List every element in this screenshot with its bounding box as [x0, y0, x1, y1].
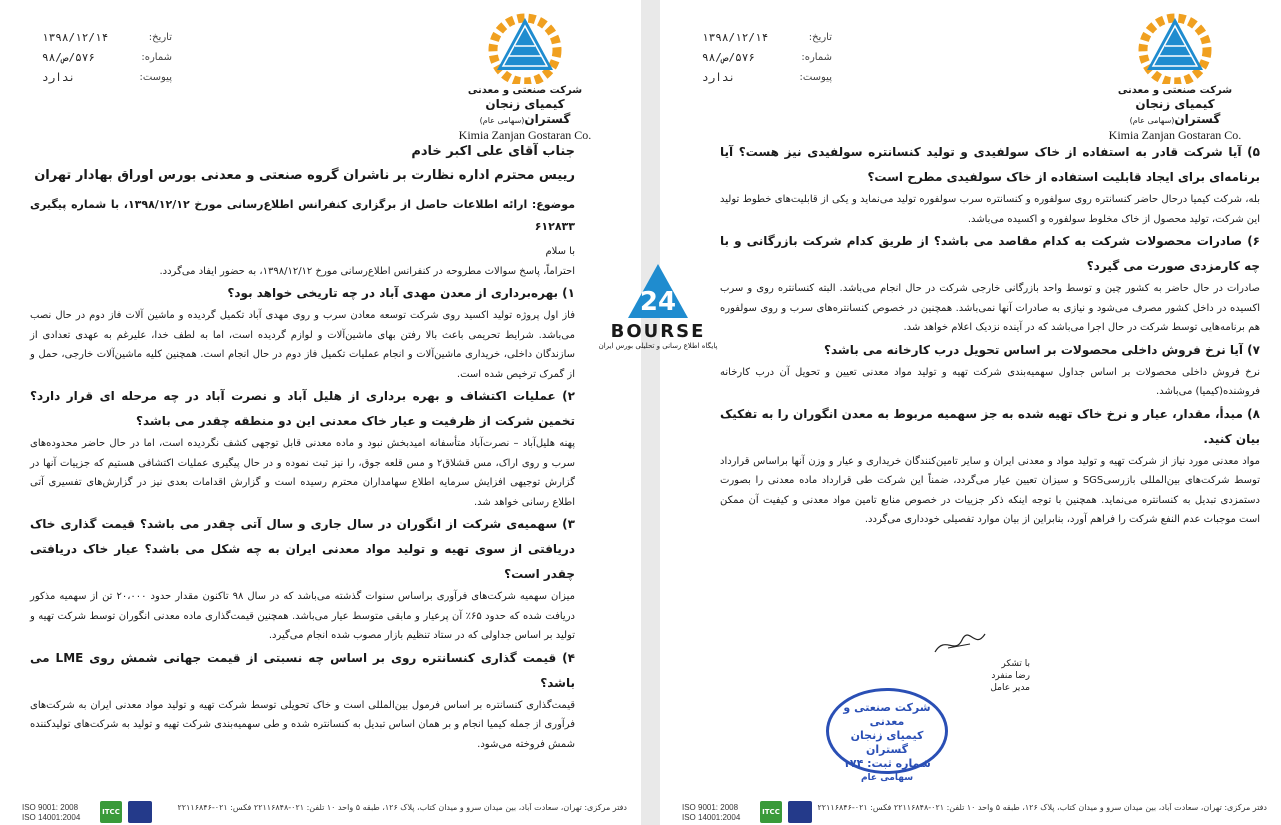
footer-address: دفتر مرکزی: تهران، سعادت آباد، بین میدان سرو و میدان کتاب، پلاک ۱۲۶، طبقه ۵ واحد ۱۰ تلفن: ۰۲۱-۲۲۱۱۶۸۴۸ فکس: ۰۲۱-۲۲۱۱۶۸۴۶ — [817, 803, 1267, 812]
company-name-fa-1: شرکت صنعتی و معدنی — [1117, 85, 1233, 96]
stamp-line-4: سهامی عام — [860, 773, 914, 783]
stamp-line-3: شماره ثبت: ۱۷۴ — [843, 757, 931, 770]
company-name-fa-2: کیمیای زنجان گستران(سهامی عام) — [1129, 97, 1221, 126]
company-name-en: Kimia Zanjan Gostaran Co. — [458, 128, 592, 142]
answer-3: میزان سهمیه شرکت‌های فرآوری براساس سنوات گذشته می‌باشد که در سال ۹۸ تاکنون مقدار حدود ۲۰،۰۰۰ تن از سهمیه مذکور دریافت شده که حدود ۶۵٪ آن پرعیار و مابقی متوسط عیار می‌باشد. همچنین قیمت‌گذاری ماده معدنی انگوران توسط شرکت تهیه و تولید بر اساس جداولی که در ستاد تنظیم بازار مصوب شده انجام می‌گیرد. — [30, 591, 576, 641]
recipient-title: رییس محترم اداره نظارت بر ناشران گروه صنعتی و معدنی بورس اوراق بهادار تهران — [34, 168, 575, 183]
handwritten-signature-icon — [930, 630, 990, 658]
answer-4: قیمت‌گذاری کنسانتره بر اساس فرمول بین‌المللی است و خاک تحویلی توسط شرکت تهیه و تولید مواد معدنی ایران به شرکت‌های فرآوری از جمله کیمیا انجام و بر همان اساس تبدیل به کنسانتره شده و طی سهمیه‌بندی شرکت تهیه و تولید به شرکت‌های تولیدکننده شمش فروخته می‌شود. — [30, 699, 575, 750]
watermark-text: BOURSE — [610, 321, 706, 342]
company-name-fa-1: شرکت صنعتی و معدنی — [467, 85, 583, 96]
page-gutter — [641, 0, 660, 825]
date-label: تاریخ: — [148, 32, 172, 43]
attachment-value: ندارد — [702, 71, 736, 84]
signature-block — [880, 630, 1030, 694]
intro-paragraph: احتراماً، پاسخ سوالات مطروحه در کنفرانس اطلاع‌رسانی مورخ ۱۳۹۸/۱۲/۱۲، به حضور ایفاد می‌گردد. — [159, 265, 575, 277]
iso-9001: ISO 9001: 2008 — [682, 803, 739, 812]
attachment-label: پیوست: — [799, 72, 832, 83]
iso-14001: ISO 14001:2004 — [682, 813, 741, 822]
company-name-fa-2: کیمیای زنجان گستران(سهامی عام) — [479, 97, 571, 126]
attachment-value: ندارد — [42, 71, 76, 84]
bourse-triangle-logo-icon — [626, 262, 690, 322]
letter-subject: موضوع: ارائه اطلاعات حاصل از برگزاری کنفرانس اطلاع‌رسانی مورخ ۱۳۹۸/۱۲/۱۲، با شماره پیگیری ۶۱۲۸۳۳ — [30, 198, 576, 233]
greeting: با سلام — [545, 246, 575, 257]
letter-footer-1 — [0, 799, 641, 825]
svg-text:24: 24 — [639, 287, 677, 317]
letter-meta — [42, 28, 172, 88]
answer-1: فاز اول پروژه تولید اکسید روی شرکت توسعه معادن سرب و روی مهدی آباد تکمیل گردیده و ماشین آلات فاز دوم در حال نصب می‌باشد. شرایط تحریمی باعث بالا رفتن بهای ماشین‌آلات و لوازم گردیده است، اما به لطف خدا، علیرغم به عهدی تعدادی از سازندگان داخلی، خریداری ماشین‌آلات و انجام عملیات تکمیل فاز دوم در حال انجام است. همچنین کلیه ماشین‌آلات خارجی، حمل و از گمرک ترخیص شده است. — [30, 310, 575, 380]
answer-7: نرخ فروش داخلی محصولات بر اساس جداول سهمیه‌بندی شرکت تهیه و تولید مواد معدنی تعیین و تحویل آن درب کارخانه فروشنده(کیمیا) می‌باشد. — [720, 366, 1260, 397]
attachment-label: پیوست: — [139, 72, 172, 83]
question-3: ۳) سهمیه‌ی شرکت از انگوران در سال جاری و سال آتی چقدر می باشد؟ قیمت گذاری خاک دریافتی از سوی تهیه و تولید مواد معدنی ایران به چه شکل می باشد؟ عیار خاک دریافتی چقدر است؟ — [30, 517, 575, 581]
question-5: ۵) آیا شرکت قادر به استفاده از خاک سولفیدی و تولید کنسانتره سولفیدی نیز هست؟ آیا برنامه‌ای برای ایجاد قابلیت استفاده از خاک سولفیدی مطرح است؟ — [720, 145, 1260, 184]
question-2: ۲) عملیات اکتشاف و بهره برداری از هلیل آباد و نصرت آباد در چه مرحله ای قرار دارد؟ تخمین شرکت از ظرفیت و عیار خاک معدنی این دو منطقه چقدر می باشد؟ — [30, 389, 575, 428]
iso-9001: ISO 9001: 2008 — [22, 803, 79, 812]
certification-logo-icon — [128, 801, 152, 823]
company-logo — [1100, 12, 1250, 142]
watermark-subtitle: پایگاه اطلاع رسانی و تحلیلی بورس ایران — [598, 342, 718, 350]
itcc-logo-icon: ITCC — [100, 801, 122, 823]
number-label: شماره: — [141, 52, 172, 63]
stamp-line-1: شرکت صنعتی و معدنی — [843, 701, 931, 728]
date-label: تاریخ: — [808, 32, 832, 43]
footer-address: دفتر مرکزی: تهران، سعادت آباد، بین میدان سرو و میدان کتاب، پلاک ۱۲۶، طبقه ۵ واحد ۱۰ تلفن: ۰۲۱-۲۲۱۱۶۸۴۸ فکس: ۰۲۱-۲۲۱۱۶۸۴۶ — [177, 803, 627, 812]
letter-body-1 — [30, 140, 575, 754]
stamp-line-2: کیمیای زنجان گستران — [850, 729, 924, 756]
company-stamp — [826, 688, 948, 783]
date-value: ۱۳۹۸/۱۲/۱۴ — [42, 31, 109, 44]
question-8: ۸) مبدأ، مقدار، عیار و نرخ خاک تهیه شده به جز سهمیه مربوط به معدن انگوران را به تفکیک بیان کنید. — [720, 406, 1260, 446]
signoff: با تشکر — [1001, 659, 1030, 669]
gear-triangle-logo-icon — [1135, 12, 1215, 84]
signer-title: مدیر عامل — [990, 683, 1030, 693]
letter-meta — [702, 28, 832, 88]
company-name-en: Kimia Zanjan Gostaran Co. — [1108, 128, 1242, 142]
iso-14001: ISO 14001:2004 — [22, 813, 81, 822]
answer-2: پهنه هلیل‌آباد – نصرت‌آباد متأسفانه امیدبخش نبود و ماده معدنی قابل توجهی کشف نگردیده است، اما در حال حاضر محدوده‌های سرب و روی اراک، مس قشلاق۲ و مس قلعه جوق، را نیز ثبت نموده و در حال پیگیری عملیات اکتشافی هستیم که جزییات آنها در گزارش توجیهی افزایش سرمایه اطلاع سهامداران محترم رسیده است و گزارش اقدامات بعدی نیز در گزارش‌های تفسیری آتی اطلاع رسانی خواهد شد. — [30, 438, 575, 508]
date-value: ۱۳۹۸/۱۲/۱۴ — [702, 31, 769, 44]
number-value: ۵۷۶/ص/۹۸ — [702, 51, 755, 64]
answer-5: بله، شرکت کیمیا درحال حاضر کنسانتره روی سولفوره و کنسانتره سرب سولفوره تولید می‌نماید و یکی از قابلیت‌های خطوط تولید این شرکت، تولید محصول از خاک مخلوط سولفوره و اکسیده می‌باشد. — [720, 194, 1260, 225]
question-7: ۷) آیا نرخ فروش داخلی محصولات بر اساس تحویل درب کارخانه می باشد؟ — [824, 342, 1260, 357]
itcc-logo-icon: ITCC — [760, 801, 782, 823]
gear-triangle-logo-icon — [485, 12, 565, 84]
signer-name: رضا منفرد — [991, 671, 1030, 681]
letter-body-2 — [720, 140, 1260, 530]
question-4: ۴) قیمت گذاری کنسانتره روی بر اساس چه نسبتی از قیمت جهانی شمش روی LME می باشد؟ — [30, 650, 575, 690]
question-6: ۶) صادرات محصولات شرکت به کدام مقاصد می باشد؟ از طریق کدام شرکت بازرگانی و با چه کارمزدی صورت می گیرد؟ — [720, 234, 1260, 273]
company-logo — [450, 12, 600, 142]
answer-6: صادرات در حال حاضر به کشور چین و توسط واحد بازرگانی خارجی شرکت در حال انجام می‌باشد. البته کنسانتره روی و سرب اکسیده در داخل کشور مصرف می‌شود و نیازی به صادرات آنها نمی‌باشد. همچنین در خصوص کنسانتره‌های سرب و روی سولفوره هم برنامه‌هایی توسط شرکت در حال اجرا می‌باشد که در آینده نزدیک اعلام خواهد شد. — [720, 283, 1260, 333]
letter-page-2 — [660, 0, 1281, 825]
bourse-watermark — [598, 262, 718, 351]
question-1: ۱) بهره‌برداری از معدن مهدی آباد در چه تاریخی خواهد بود؟ — [227, 286, 575, 300]
answer-8: مواد معدنی مورد نیاز از شرکت تهیه و تولید مواد و معدنی ایران و سایر تامین‌کنندگان خریداری و عیار و وزن آنها براساس قرارداد توسط شرکت‌های بین‌المللی بازرسیSGS و سیزان تعیین عیار می‌گردد، ضمناً این شرکت طی قرارداد ماده معدنی را بصورت دستمزدی تبدیل به کنسانتره می‌نماید. همچنین با توجه اینکه ذکر جزییات در خصوص منابع تامین مواد معدنی و کیفیت آن ممکن است موجبات عدم النفع شرکت را فراهم آورد، بنابراین از بیان موارد تفصیلی خودداری می‌گردد. — [720, 455, 1260, 525]
letter-footer-2 — [660, 799, 1281, 825]
iso-certifications — [22, 803, 80, 823]
iso-certifications — [682, 803, 740, 823]
number-label: شماره: — [801, 52, 832, 63]
number-value: ۵۷۶/ص/۹۸ — [42, 51, 95, 64]
recipient-name: جناب آقای علی اکبر خادم — [411, 144, 575, 159]
